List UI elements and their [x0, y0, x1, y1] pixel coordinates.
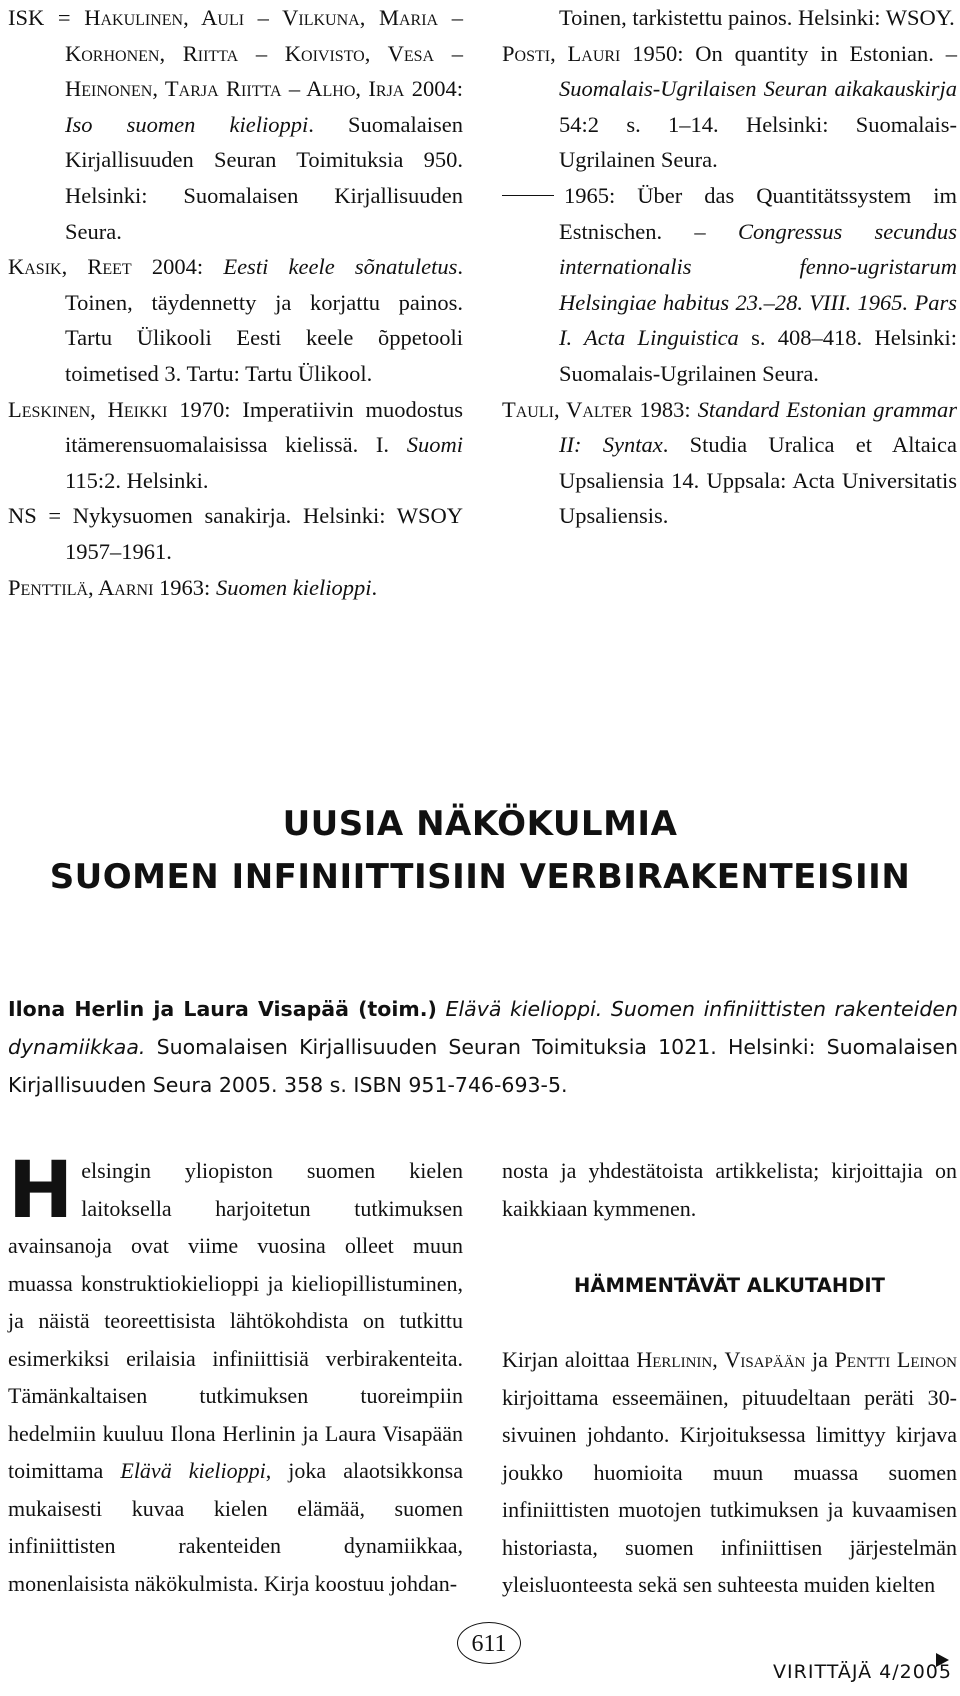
author-name: Posti, Lauri — [502, 40, 621, 66]
author-name: Visapään — [724, 1347, 806, 1372]
text-run: 54:2 s. 1–14. Helsinki: Suomalais-Ugrilainen Seura. — [559, 111, 957, 173]
text-run: 1963: — [153, 574, 216, 600]
text-run: , — [712, 1347, 725, 1372]
author-name: Kasik, Reet — [8, 254, 132, 280]
text-run: kirjoittama esseemäinen, pituudeltaan peräti 30-sivuinen johdanto. Kirjoituksessa limittyy kirjava joukko huomioita muun muassa suomen infiniittisten muotojen tutkimuksen ja kuvaamisen historiasta, suomen infiniittisen järjestelmän yleisluonteesta sekä sen suhteesta muiden kielten — [502, 1384, 957, 1597]
text-run: elsingin yliopiston suomen kielen laitoksella harjoitetun tutkimuksen avainsanoja ovat viime vuosina olleet muun muassa konstruktiokielioppi ja kieliopillistuminen, ja näistä teoreettisista lähtökohdista on tutkittu esimerkiksi erilaisia infiniittisiä verbirakenteita. Tämänkaltaisen tutkimuksen tuoreimpiin hedelmiin kuuluu Ilona Herlinin ja Laura Visapään toimittama — [8, 1158, 463, 1483]
reference-entry — [8, 0, 463, 249]
body-right-intro: nosta ja yhdestätoista artikkelista; kirjoittajia on kaikkiaan kymmenen. — [502, 1158, 957, 1221]
body-left-text — [8, 1146, 463, 1596]
text-run: . Suomalaisen Kirjallisuuden Seuran Toimituksia 950. Helsinki: Suomalaisen Kirjallisuuden Seura. — [65, 111, 463, 244]
text-run: Kirjan aloittaa — [502, 1347, 637, 1372]
references-left-column — [8, 0, 463, 605]
author-name: Pentti Leinon — [834, 1347, 957, 1372]
text-run: 2004: — [404, 76, 463, 102]
drop-cap: H — [8, 1146, 74, 1236]
text-run: 2004: — [131, 254, 224, 280]
italic-title: Standard Estonian grammar II: Syntax — [559, 396, 957, 458]
italic-title: Suomen kielioppi — [215, 574, 372, 600]
book-details: Suomalaisen Kirjallisuuden Seuran Toimituksia 1021. Helsinki: Suomalaisen Kirjallisuuden Seura 2005. 358 s. ISBN 951-746-693-5. — [8, 1035, 958, 1097]
text-run: NS = Nykysuomen sanakirja. Helsinki: WSOY 1957–1961. — [8, 503, 463, 564]
text-run: 115:2. Helsinki. — [65, 467, 209, 493]
text-run: , joka alaotsikkonsa mukaisesti kuvaa kielen elämää, suomen infiniittisten rakenteiden dynamiikkaa, monenlaisista näkökulmista. Kirja koostuu johdan- — [8, 1458, 463, 1596]
reference-entry — [502, 0, 957, 36]
text-run: 1965: Über das Quantitätssystem im Estnischen. – — [559, 182, 957, 244]
reference-entry — [502, 36, 957, 178]
text-run: 1983: — [632, 396, 698, 422]
reference-entry — [8, 570, 463, 606]
page-number: 611 — [457, 1622, 521, 1664]
italic-title: Elävä kielioppi — [120, 1458, 266, 1483]
italic-title: Suomalais-Ugrilaisen Seuran aikakauskirja — [559, 76, 957, 102]
author-name: Hakulinen, Auli – Vilkuna, Maria – Korhonen, Riitta – Koivisto, Vesa – Heinonen, Tarja Riitta – Alho, Irja — [65, 5, 463, 102]
text-run: ISK = — [8, 5, 85, 30]
ditto-dash-rule — [502, 195, 554, 196]
reference-entry — [502, 178, 957, 392]
section-subheading: HÄMMENTÄVÄT ALKUTAHDIT — [574, 1274, 885, 1297]
headline-line-1: UUSIA NÄKÖKULMIA — [282, 804, 678, 844]
text-run: . Toinen, täydennetty ja korjattu painos. Tartu Ülikooli Eesti keele õppetooli toimetised 3. Tartu: Tartu Ülikool. — [65, 254, 463, 386]
headline-line-2: SUOMEN INFINIITTISIIN VERBIRAKENTEISIIN — [49, 857, 911, 897]
body-right-column — [502, 1152, 957, 1604]
reference-entry — [8, 392, 463, 499]
body-paragraph-opening — [8, 1146, 463, 1602]
italic-title: Congressus secundus internationalis fenno-ugristarum Helsingiae habitus 23.–28. VIII. 1965. Pars I. Acta Linguistica — [559, 218, 958, 351]
book-title: Elävä kielioppi. Suomen infiniittisten rakenteiden dynamiikkaa. — [8, 997, 958, 1059]
italic-title: Eesti keele sõnatuletus — [223, 254, 458, 280]
body-right-paragraph — [502, 1341, 957, 1604]
text-run: . Studia Uralica et Altaica Upsaliensia 14. Uppsala: Acta Universitatis Upsaliensis. — [559, 432, 957, 529]
text-run: ja — [805, 1347, 835, 1372]
text-run: 1970: Imperatiivin muodostus itämerensuomalaisissa kielissä. I. — [65, 396, 463, 458]
text-run: 1950: On quantity in Estonian. – — [620, 40, 958, 66]
text-run: s. 408–418. Helsinki: Suomalais-Ugrilainen Seura. — [559, 325, 957, 386]
italic-title: Suomi — [406, 432, 463, 458]
text-run: . — [371, 574, 378, 600]
author-name: Tauli, Valter — [502, 396, 633, 422]
author-name: Leskinen, Heikki — [8, 396, 168, 422]
references-right-column — [502, 0, 957, 534]
text-run: Toinen, tarkistettu painos. Helsinki: WSOY. — [559, 5, 955, 30]
italic-title: Iso suomen kielioppi — [65, 111, 309, 137]
book-bibliography — [8, 990, 958, 1104]
reference-entry — [8, 498, 463, 569]
body-left-column — [8, 1146, 463, 1602]
reference-entry — [8, 249, 463, 391]
reference-entry — [502, 392, 957, 534]
author-name: Penttilä, Aarni — [8, 574, 154, 600]
journal-footer: VIRITTÄJÄ 4/2005 — [773, 1661, 952, 1683]
book-authors: Ilona Herlin ja Laura Visapää (toim.) — [8, 997, 437, 1021]
author-name: Herlinin — [636, 1347, 713, 1372]
review-headline — [0, 798, 960, 904]
